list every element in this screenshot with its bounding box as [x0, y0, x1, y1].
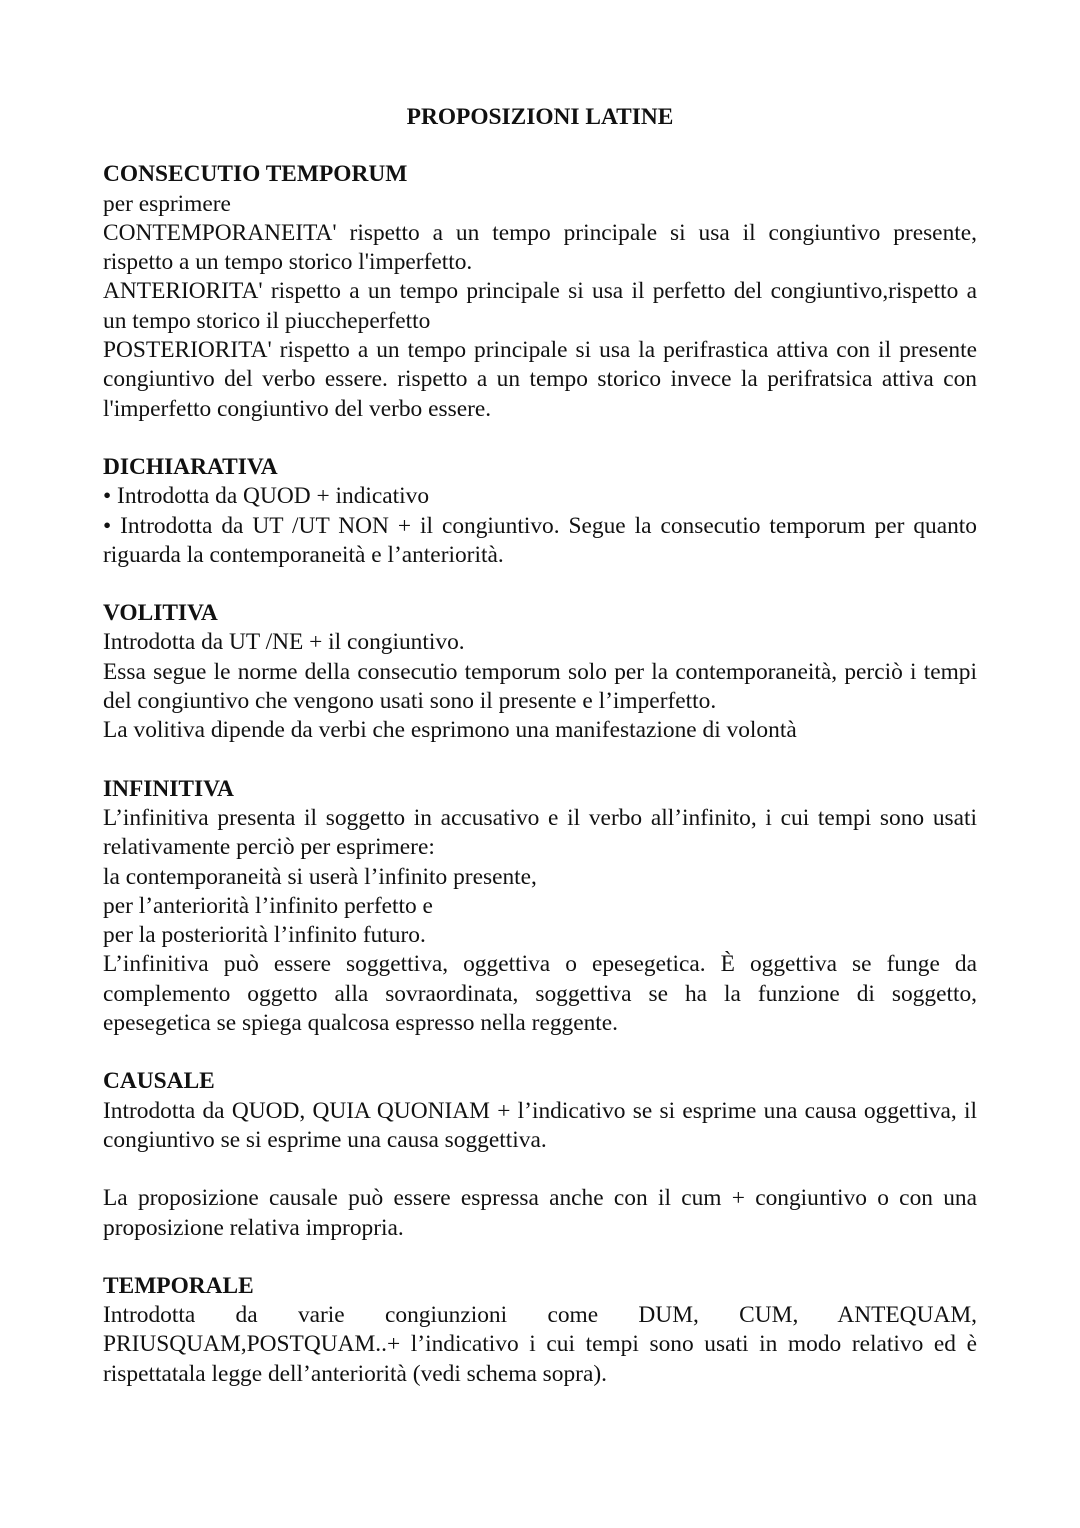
bullet-item: • Introdotta da UT /UT NON + il congiuntivo. Segue la consecutio temporum per quanto riguarda la contemporaneità e l’anteriorità.	[103, 512, 977, 568]
section-volitiva	[103, 599, 977, 745]
paragraph: Introdotta da varie congiunzioni come DUM, CUM, ANTEQUAM, PRIUSQUAM,POSTQUAM..+ l’indicativo i cui tempi sono usati in modo relativo ed è rispettatala legge dell’anteriorità (vedi schema sopra).	[103, 1302, 977, 1387]
paragraph: La proposizione causale può essere espressa anche con il cum + congiuntivo o con una proposizione relativa impropria.	[103, 1185, 977, 1241]
paragraph: CONTEMPORANEITA' rispetto a un tempo principale si usa il congiuntivo presente, rispetto a un tempo storico l'imperfetto.	[103, 219, 977, 276]
section-heading: TEMPORALE	[103, 1272, 254, 1299]
paragraph: L’infinitiva presenta il soggetto in accusativo e il verbo all’infinito, i cui tempi sono usati relativamente perciò per esprimere:	[103, 804, 977, 861]
section-temporale	[103, 1272, 977, 1389]
section-heading: CONSECUTIO TEMPORUM	[103, 161, 408, 188]
paragraph: per la posteriorità l’infinito futuro.	[103, 922, 426, 949]
paragraph: La volitiva dipende da verbi che esprimono una manifestazione di volontà	[103, 717, 797, 744]
paragraph: POSTERIORITA' rispetto a un tempo principale si usa la perifrastica attiva con il presente congiuntivo del verbo essere. rispetto a un tempo storico invece la perifratsica attiva con l'imperfetto congiuntivo del verbo essere.	[103, 337, 977, 422]
section-heading: INFINITIVA	[103, 775, 234, 802]
section-dichiarativa	[103, 453, 977, 570]
document-title: PROPOSIZIONI LATINE	[406, 104, 674, 130]
paragraph: Essa segue le norme della consecutio temporum solo per la contemporaneità, perciò i tempi del congiuntivo che vengono usati sono il presente e l’imperfetto.	[103, 658, 977, 715]
section-consecutio-temporum	[103, 160, 977, 424]
section-heading: VOLITIVA	[103, 600, 218, 627]
section-infinitiva	[103, 775, 977, 1039]
paragraph: Introdotta da UT /NE + il congiuntivo.	[103, 629, 465, 656]
paragraph: per l’anteriorità l’infinito perfetto e	[103, 892, 433, 919]
paragraph: Introdotta da QUOD, QUIA QUONIAM + l’indicativo se si esprime una causa oggettiva, il congiuntivo se si esprime una causa soggettiva.	[103, 1097, 977, 1153]
bullet-item: • Introdotta da QUOD + indicativo	[103, 483, 430, 510]
paragraph: L’infinitiva può essere soggettiva, oggettiva o epesegetica. È oggettiva se funge da complemento oggetto alla sovraordinata, soggettiva se ha la funzione di soggetto, epesegetica se spiega qualcosa espresso nella reggente.	[103, 951, 977, 1037]
section-heading: CAUSALE	[103, 1068, 215, 1095]
document-page	[103, 103, 977, 1418]
section-causale	[103, 1067, 977, 1242]
paragraph: per esprimere	[103, 190, 231, 217]
paragraph: ANTERIORITA' rispetto a un tempo principale si usa il perfetto del congiuntivo,rispetto a un tempo storico il piuccheperfetto	[103, 278, 977, 334]
section-heading: DICHIARATIVA	[103, 453, 278, 480]
paragraph: la contemporaneità si userà l’infinito presente,	[103, 863, 537, 890]
